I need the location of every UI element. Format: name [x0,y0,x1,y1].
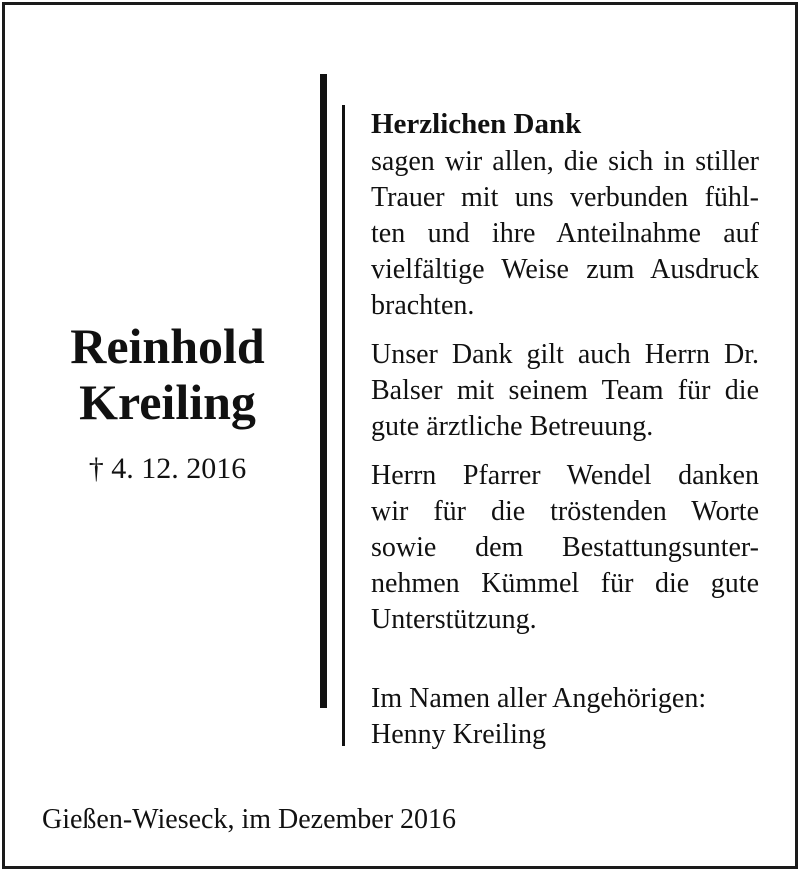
text-line: nehmen Kümmel für die gute [371,568,759,599]
text-line: Trauer mit uns verbunden fühl- [371,182,759,213]
signoff-line: Im Namen aller Angehörigen: [371,683,707,714]
last-name: Kreiling [79,374,256,430]
text-line: Herrn Pfarrer Wendel danken [371,460,759,491]
text-line: Unterstützung. [371,604,537,635]
place-and-date: Gießen-Wieseck, im Dezember 2016 [42,804,457,835]
signoff [371,681,759,753]
vertical-divider-thin [342,105,345,746]
text-line: Unser Dank gilt auch Herrn Dr. [371,339,759,370]
signoff-name: Henny Kreiling [371,719,546,750]
text-line: wir für die tröstenden Worte [371,496,759,527]
death-date: † 4. 12. 2016 [88,452,247,485]
thanks-text [371,104,759,753]
text-line: sowie dem Bestattungsunter- [371,532,759,563]
text-line: sagen wir allen, die sich in stiller [371,146,759,177]
thanks-paragraph-3 [371,458,759,638]
deceased-name [40,318,295,430]
text-line: Balser mit seinem Team für die [371,375,759,406]
text-line: vielfältige Weise zum Ausdruck [371,254,759,285]
text-line: ten und ihre Anteilnahme auf [371,218,759,249]
thanks-paragraph-2 [371,337,759,445]
vertical-divider-thick [320,74,327,708]
thanks-paragraph-1 [371,144,759,324]
first-name: Reinhold [70,318,265,374]
text-line: gute ärztliche Betreuung. [371,411,654,442]
text-line: brachten. [371,290,475,321]
thanks-heading: Herzlichen Dank [371,108,582,140]
